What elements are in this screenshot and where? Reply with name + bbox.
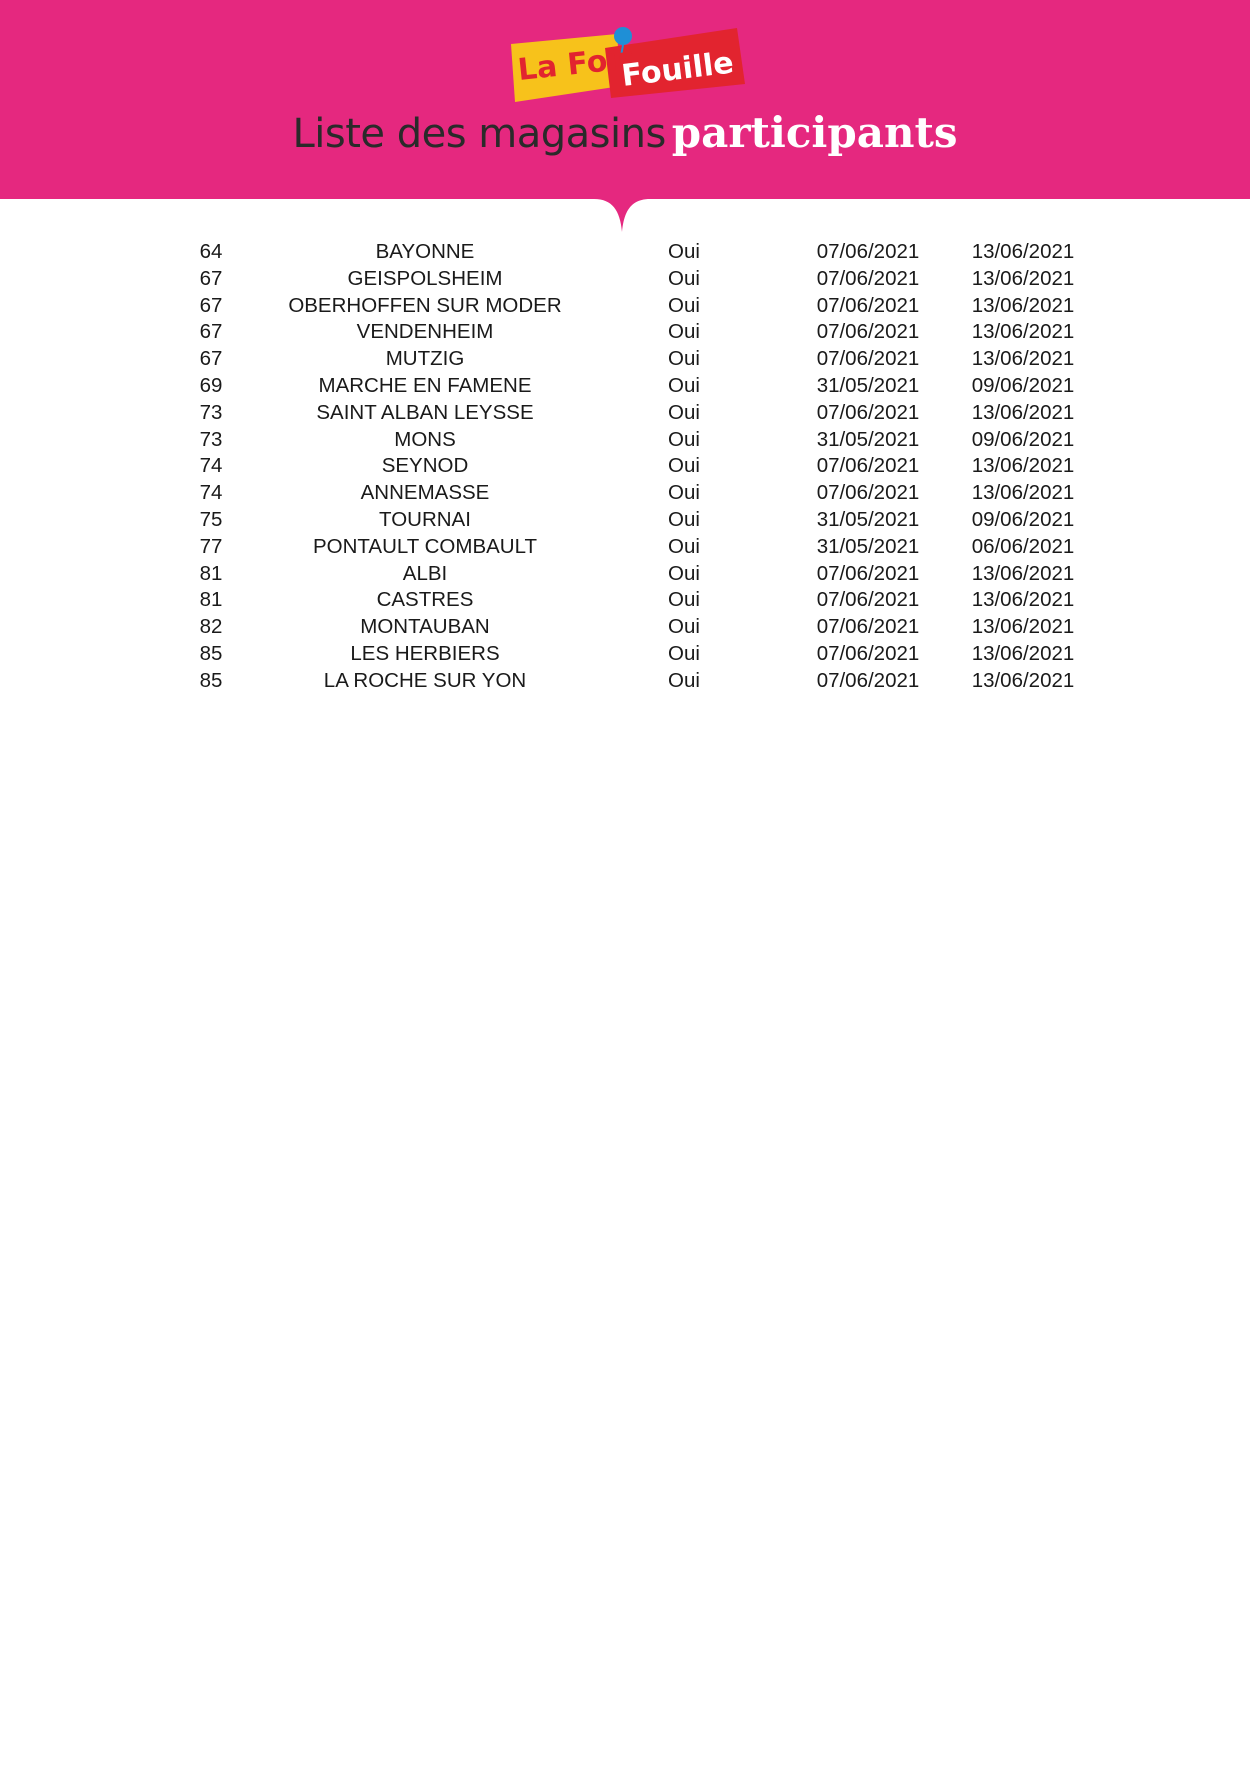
city-cell: MONTAUBAN bbox=[360, 615, 490, 639]
city-cell: MARCHE EN FAMENE bbox=[318, 373, 532, 397]
start-date-cell: 31/05/2021 bbox=[816, 534, 920, 558]
start-date-cell: 07/06/2021 bbox=[816, 240, 920, 263]
table-row bbox=[0, 266, 1250, 293]
city-cell: GEISPOLSHEIM bbox=[347, 266, 503, 290]
department-cell: 85 bbox=[199, 641, 223, 665]
participation-cell: Oui bbox=[668, 668, 700, 692]
participation-cell: Oui bbox=[668, 454, 700, 478]
end-date-cell: 13/06/2021 bbox=[971, 561, 1075, 585]
table-row bbox=[0, 507, 1250, 534]
department-cell: 82 bbox=[199, 615, 223, 639]
start-date-cell: 07/06/2021 bbox=[816, 641, 920, 665]
table-row bbox=[0, 319, 1250, 346]
city-cell: SAINT ALBAN LEYSSE bbox=[316, 400, 534, 424]
end-date-cell: 13/06/2021 bbox=[971, 588, 1075, 612]
page-title-light: Liste des magasins bbox=[292, 111, 666, 157]
participation-cell: Oui bbox=[668, 481, 700, 505]
department-cell: 81 bbox=[199, 588, 223, 612]
table-row bbox=[0, 587, 1250, 614]
start-date-cell: 07/06/2021 bbox=[816, 320, 920, 344]
end-date-cell: 13/06/2021 bbox=[971, 293, 1075, 317]
participation-cell: Oui bbox=[668, 427, 700, 451]
department-cell: 74 bbox=[199, 481, 223, 505]
table-row bbox=[0, 453, 1250, 480]
participation-cell: Oui bbox=[668, 266, 700, 290]
participation-cell: Oui bbox=[668, 641, 700, 665]
end-date-cell: 13/06/2021 bbox=[971, 641, 1075, 665]
start-date-cell: 31/05/2021 bbox=[816, 373, 920, 397]
start-date-cell: 07/06/2021 bbox=[816, 293, 920, 317]
end-date-cell: 13/06/2021 bbox=[971, 454, 1075, 478]
header-banner bbox=[0, 0, 1250, 240]
table-row bbox=[0, 668, 1250, 695]
logo-text-fouille: Fouille bbox=[619, 45, 736, 94]
department-cell: 81 bbox=[199, 561, 223, 585]
table-row bbox=[0, 480, 1250, 507]
participation-cell: Oui bbox=[668, 400, 700, 424]
start-date-cell: 07/06/2021 bbox=[816, 400, 920, 424]
department-cell: 73 bbox=[199, 427, 223, 451]
start-date-cell: 07/06/2021 bbox=[816, 266, 920, 290]
table-row bbox=[0, 427, 1250, 454]
city-cell: PONTAULT COMBAULT bbox=[312, 534, 537, 558]
start-date-cell: 31/05/2021 bbox=[816, 507, 920, 531]
store-list-table bbox=[0, 239, 1250, 695]
table-row bbox=[0, 400, 1250, 427]
department-cell: 67 bbox=[199, 347, 223, 371]
participation-cell: Oui bbox=[668, 240, 700, 263]
start-date-cell: 07/06/2021 bbox=[816, 481, 920, 505]
table-row bbox=[0, 239, 1250, 266]
participation-cell: Oui bbox=[668, 615, 700, 639]
city-cell: TOURNAI bbox=[379, 507, 471, 531]
start-date-cell: 31/05/2021 bbox=[816, 427, 920, 451]
end-date-cell: 13/06/2021 bbox=[971, 240, 1075, 263]
participation-cell: Oui bbox=[668, 588, 700, 612]
participation-cell: Oui bbox=[668, 293, 700, 317]
end-date-cell: 09/06/2021 bbox=[971, 507, 1075, 531]
end-date-cell: 06/06/2021 bbox=[971, 534, 1075, 558]
start-date-cell: 07/06/2021 bbox=[816, 668, 920, 692]
table-row bbox=[0, 373, 1250, 400]
end-date-cell: 13/06/2021 bbox=[971, 615, 1075, 639]
end-date-cell: 13/06/2021 bbox=[971, 400, 1075, 424]
participation-cell: Oui bbox=[668, 320, 700, 344]
city-cell: MONS bbox=[394, 427, 456, 451]
city-cell: ALBI bbox=[402, 561, 448, 585]
table-row bbox=[0, 346, 1250, 373]
participation-cell: Oui bbox=[668, 561, 700, 585]
department-cell: 75 bbox=[199, 507, 223, 531]
end-date-cell: 09/06/2021 bbox=[971, 373, 1075, 397]
department-cell: 67 bbox=[199, 320, 223, 344]
page-title-bold: participants bbox=[671, 108, 958, 157]
la-foir-fouille-logo bbox=[505, 22, 745, 107]
participation-cell: Oui bbox=[668, 373, 700, 397]
table-row bbox=[0, 561, 1250, 588]
end-date-cell: 13/06/2021 bbox=[971, 668, 1075, 692]
end-date-cell: 13/06/2021 bbox=[971, 481, 1075, 505]
city-cell: CASTRES bbox=[376, 588, 474, 612]
end-date-cell: 13/06/2021 bbox=[971, 320, 1075, 344]
participation-cell: Oui bbox=[668, 534, 700, 558]
city-cell: OBERHOFFEN SUR MODER bbox=[288, 293, 562, 317]
city-cell: ANNEMASSE bbox=[360, 481, 490, 505]
department-cell: 85 bbox=[199, 668, 223, 692]
table-row bbox=[0, 534, 1250, 561]
participation-cell: Oui bbox=[668, 507, 700, 531]
participation-cell: Oui bbox=[668, 347, 700, 371]
city-cell: LES HERBIERS bbox=[350, 641, 500, 665]
start-date-cell: 07/06/2021 bbox=[816, 347, 920, 371]
department-cell: 64 bbox=[199, 240, 223, 263]
logo-text-la-foir: La Foir bbox=[516, 41, 634, 88]
table-row bbox=[0, 614, 1250, 641]
page-title bbox=[0, 108, 1250, 157]
department-cell: 73 bbox=[199, 400, 223, 424]
department-cell: 77 bbox=[199, 534, 223, 558]
city-cell: MUTZIG bbox=[385, 347, 465, 371]
table-row bbox=[0, 641, 1250, 668]
start-date-cell: 07/06/2021 bbox=[816, 615, 920, 639]
end-date-cell: 13/06/2021 bbox=[971, 347, 1075, 371]
end-date-cell: 13/06/2021 bbox=[971, 266, 1075, 290]
start-date-cell: 07/06/2021 bbox=[816, 588, 920, 612]
department-cell: 74 bbox=[199, 454, 223, 478]
start-date-cell: 07/06/2021 bbox=[816, 454, 920, 478]
department-cell: 69 bbox=[199, 373, 223, 397]
city-cell: SEYNOD bbox=[381, 454, 469, 478]
department-cell: 67 bbox=[199, 293, 223, 317]
start-date-cell: 07/06/2021 bbox=[816, 561, 920, 585]
department-cell: 67 bbox=[199, 266, 223, 290]
table-row bbox=[0, 293, 1250, 320]
city-cell: VENDENHEIM bbox=[356, 320, 494, 344]
end-date-cell: 09/06/2021 bbox=[971, 427, 1075, 451]
city-cell: LA ROCHE SUR YON bbox=[323, 668, 527, 692]
city-cell: BAYONNE bbox=[375, 240, 475, 263]
